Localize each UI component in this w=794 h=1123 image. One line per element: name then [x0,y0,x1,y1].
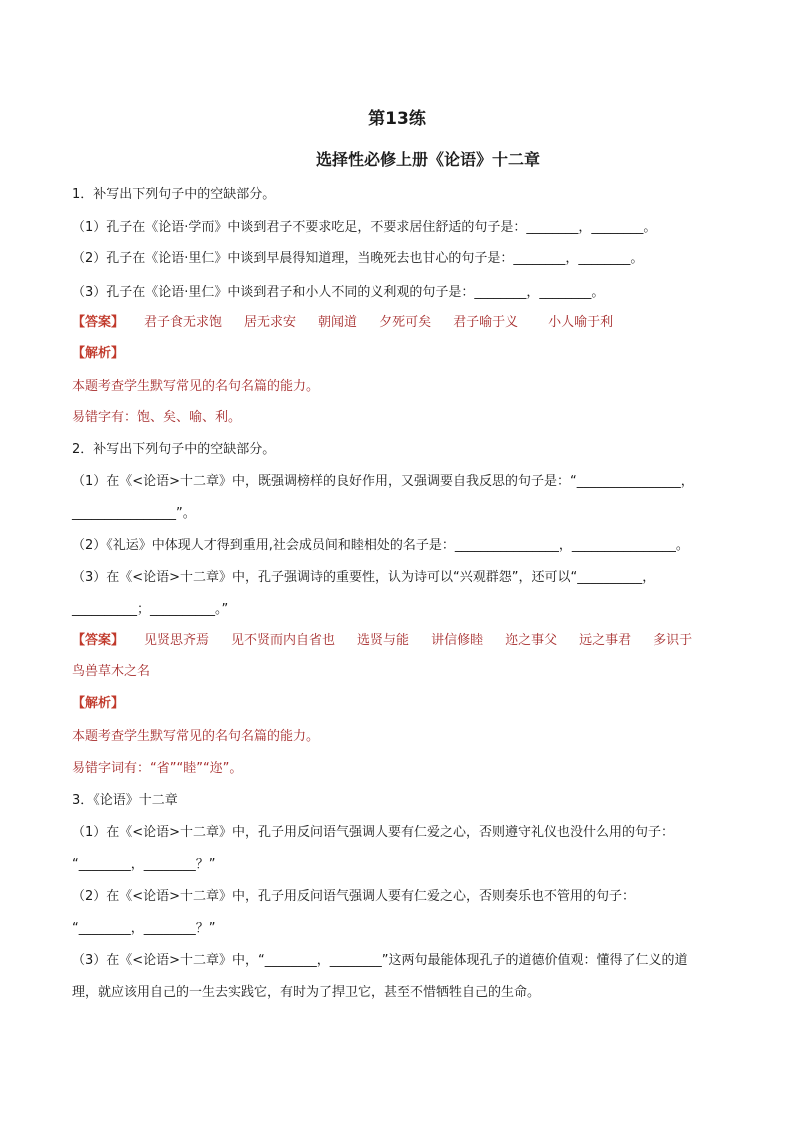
answer-tag: 【答案】 [72,633,125,648]
page-title: 第13练 [368,109,426,129]
q3-item-1: （1）在《<论语>十二章》中，孔子用反问语气强调人要有仁爱之心，否则遵守礼仪也没什么用的句子： [72,825,675,840]
q2-item-3-cont: __________；__________。” [72,602,229,617]
answer-value: 讲信修睦 [431,633,484,648]
q2-item-1-cont: ________________”。 [72,506,196,521]
q2-stem: 2．补写出下列句子中的空缺部分。 [72,442,276,457]
answer-value: 多识于 [653,633,693,648]
q3-item-3: （3）在《<论语>十二章》中，“________，________”这两句最能体现孔子的道德价值观：懂得了仁义的道 [72,953,688,968]
q1-analysis-2: 易错字有：饱、矣、喻、利。 [72,410,242,425]
answer-value: 见不贤而内自省也 [231,633,336,648]
q1-analysis-1: 本题考查学生默写常见的名句名篇的能力。 [72,379,320,394]
q3-item-1-cont: “________，________？” [72,857,216,872]
q1-item-2: （2）孔子在《论语·里仁》中谈到早晨得知道理，当晚死去也甘心的句子是：________，________。 [72,251,644,266]
q3-item-2-cont: “________，________？” [72,921,216,936]
q3-stem: 3．《论语》十二章 [72,793,178,808]
answer-value: 见贤思齐焉 [144,633,210,648]
answer-value: 朝闻道 [318,315,358,330]
q1-analysis-tag: 【解析】 [72,346,125,361]
answer-value: 选贤与能 [357,633,410,648]
q2-analysis-2: 易错字词有：“省”“睦”“迩”。 [72,761,243,776]
page-subtitle: 选择性必修上册《论语》十二章 [315,150,540,169]
q2-answer-row [72,632,692,650]
q3-item-2: （2）在《<论语>十二章》中，孔子用反问语气强调人要有仁爱之心，否则奏乐也不管用的句子： [72,889,636,904]
q2-answer-cont: 鸟兽草木之名 [72,664,151,679]
q2-analysis-1: 本题考查学生默写常见的名句名篇的能力。 [72,729,320,744]
answer-value: 君子喻于义 [453,315,519,330]
q2-item-3: （3）在《<论语>十二章》中，孔子强调诗的重要性，认为诗可以“兴观群怨”，还可以“__________， [72,570,656,585]
q2-item-2: （2）《礼运》中体现人才得到重用,社会成员间和睦相处的名子是：________________，________________。 [72,538,689,553]
q1-item-1: （1）孔子在《论语·学而》中谈到君子不要求吃足，不要求居住舒适的句子是：________，________。 [72,220,657,235]
answer-value: 君子食无求饱 [144,315,223,330]
q2-item-1: （1）在《<论语>十二章》中，既强调榜样的良好作用，又强调要自我反思的句子是：“________________， [72,474,694,489]
q3-item-3-cont: 理，就应该用自己的一生去实践它，有时为了捍卫它，甚至不惜牺牲自己的生命。 [72,985,541,1000]
q2-analysis-tag: 【解析】 [72,696,125,711]
answer-value: 小人喻于利 [548,315,614,330]
q1-stem: 1．补写出下列句子中的空缺部分。 [72,187,276,202]
answer-value: 远之事君 [579,633,632,648]
answer-value: 迩之事父 [505,633,558,648]
q1-answer-row [72,314,635,332]
answer-value: 居无求安 [244,315,297,330]
q1-item-3: （3）孔子在《论语·里仁》中谈到君子和小人不同的义利观的句子是：________，________。 [72,285,605,300]
answer-tag: 【答案】 [72,315,125,330]
answer-value: 夕死可矣 [379,315,432,330]
